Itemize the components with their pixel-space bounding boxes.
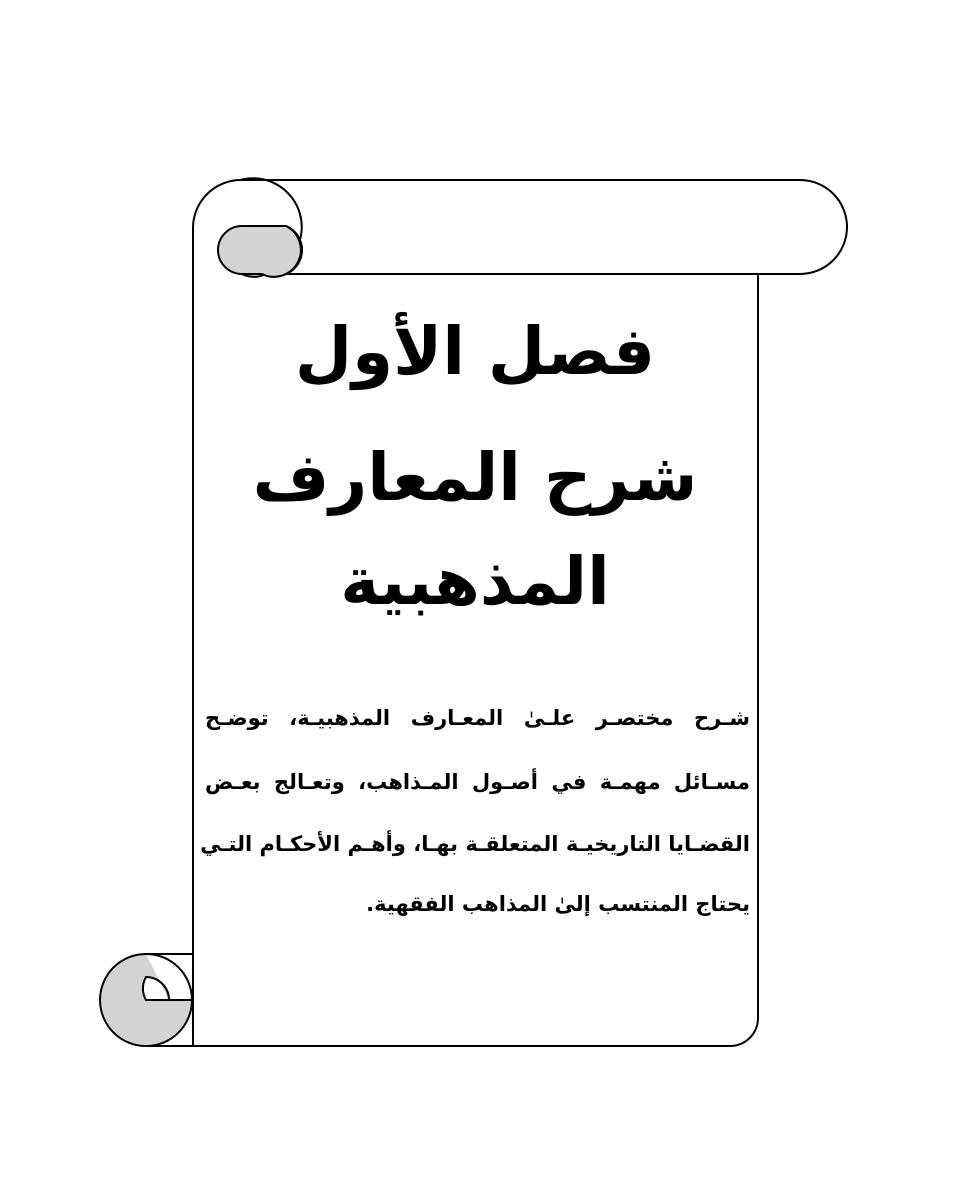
chapter-title: فصل الأول xyxy=(294,313,656,390)
scroll-top-curl-shade xyxy=(218,226,301,277)
description-line: يحتاج المنتسب إلىٰ المذاهب الفقهية. xyxy=(366,892,750,916)
book-title-line-2: المذهبية xyxy=(340,543,610,620)
book-title-line-1: شرح المعارف xyxy=(252,439,698,516)
description-line: مسـائل مهمـة في أصـول المـذاهب، وتعـالج بعـض xyxy=(205,770,750,794)
scroll-top-roll xyxy=(240,180,847,274)
description-line: شـرح مختصـر علـىٰ المعـارف المذهبيـة، توضـح xyxy=(205,706,750,730)
description-line: القضـايا التاريخيـة المتعلقـة بهـا، وأهـم الأحكـام التـي xyxy=(200,832,750,856)
